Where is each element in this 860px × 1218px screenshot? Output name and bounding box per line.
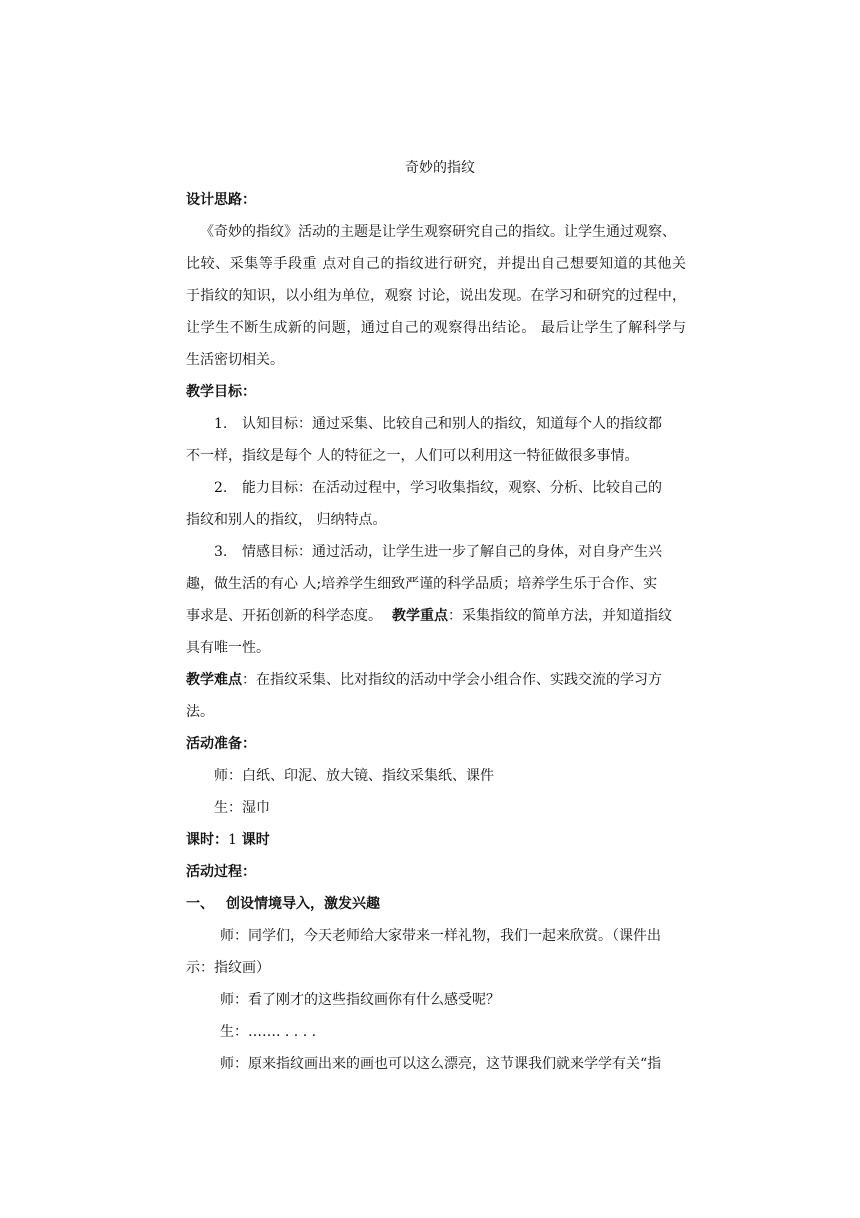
goal-item-2-cont: 指纹和别人的指纹， 归纳特点。: [186, 512, 387, 528]
design-line-2: 比较、采集等手段重 点对自己的指纹进行研究，并提出自己想要知道的其他关: [186, 256, 686, 272]
goal-text: 能力目标：在活动过程中，学习收集指纹，观察、分析、比较自己的: [242, 480, 662, 496]
difficulty-line: [186, 664, 686, 696]
prep-heading: 活动准备：: [186, 736, 256, 752]
goal-item-3-end: 事求是、开拓创新的科学态度。: [186, 608, 382, 624]
goal-number: 1.: [214, 416, 228, 432]
dialog-line-4: 生：……. . . . .: [220, 1024, 317, 1040]
design-line-5: 生活密切相关。: [186, 352, 284, 368]
design-heading: 设计思路：: [186, 192, 256, 208]
period-label: 课时：: [186, 832, 228, 848]
goal-number: 3.: [214, 544, 228, 560]
goal-text: 认知目标：通过采集、比较自己和别人的指纹，知道每个人的指纹都: [242, 416, 662, 432]
period-line: [186, 824, 686, 856]
dialog-line-5: 师：原来指纹画出来的画也可以这么漂亮，这节课我们就来学学有关“指: [220, 1056, 662, 1072]
process-heading: 活动过程：: [186, 864, 256, 880]
section-title: 创设情境导入，激发兴趣: [226, 896, 380, 912]
difficulty-label: 教学难点: [186, 672, 242, 688]
difficulty-text: ：在指纹采集、比对指纹的活动中学会小组合作、实践交流的学习方: [242, 672, 662, 688]
document-body: [186, 152, 686, 1080]
prep-student: 生：湿巾: [214, 800, 270, 816]
key-point-tail: 具有唯一性。: [186, 640, 270, 656]
goal-item-1-cont: 不一样，指纹是每个 人的特征之一，人们可以利用这一特征做很多事情。: [186, 448, 639, 464]
goal-text: 情感目标：通过活动，让学生进一步了解自己的身体，对自身产生兴: [242, 544, 662, 560]
difficulty-tail: 法。: [186, 704, 214, 720]
process-section-1: [186, 888, 686, 920]
key-point-text: ：采集指纹的简单方法，并知道指纹: [448, 608, 672, 624]
period-unit: 课时: [236, 832, 270, 848]
dialog-line-3: 师：看了刚才的这些指纹画你有什么感受呢？: [220, 992, 500, 1008]
key-point-label: 教学重点: [392, 608, 448, 624]
design-line-3: 于指纹的知识，以小组为单位，观察 讨论，说出发现。在学习和研究的过程中，: [186, 288, 686, 304]
period-value: 1: [228, 832, 237, 848]
dialog-line-1: 师：同学们，今天老师给大家带来一样礼物，我们一起来欣赏。（课件出: [220, 928, 661, 944]
dialog-line-2: 示：指纹画）: [186, 960, 270, 976]
goal-item-3-cont: 趣，做生活的有心 人;培养学生细致严谨的科学品质；培养学生乐于合作、实: [186, 576, 658, 592]
goal-item-1: [186, 408, 686, 440]
goal-number: 2.: [214, 480, 228, 496]
goals-heading: 教学目标：: [186, 384, 256, 400]
design-line-1: 《奇妙的指纹》活动的主题是让学生观察研究自己的指纹。让学生通过观察、: [200, 224, 676, 240]
goal-item-3: [186, 536, 686, 568]
prep-teacher: 师：白纸、印泥、放大镜、指纹采集纸、课件: [214, 768, 494, 784]
design-line-4: 让学生不断生成新的问题，通过自己的观察得出结论。 最后让学生了解科学与: [186, 320, 686, 336]
document-title: 奇妙的指纹: [405, 160, 475, 176]
goal-item-2: [186, 472, 686, 504]
section-number: 一、: [186, 896, 214, 912]
goal-key-line: [186, 600, 686, 632]
